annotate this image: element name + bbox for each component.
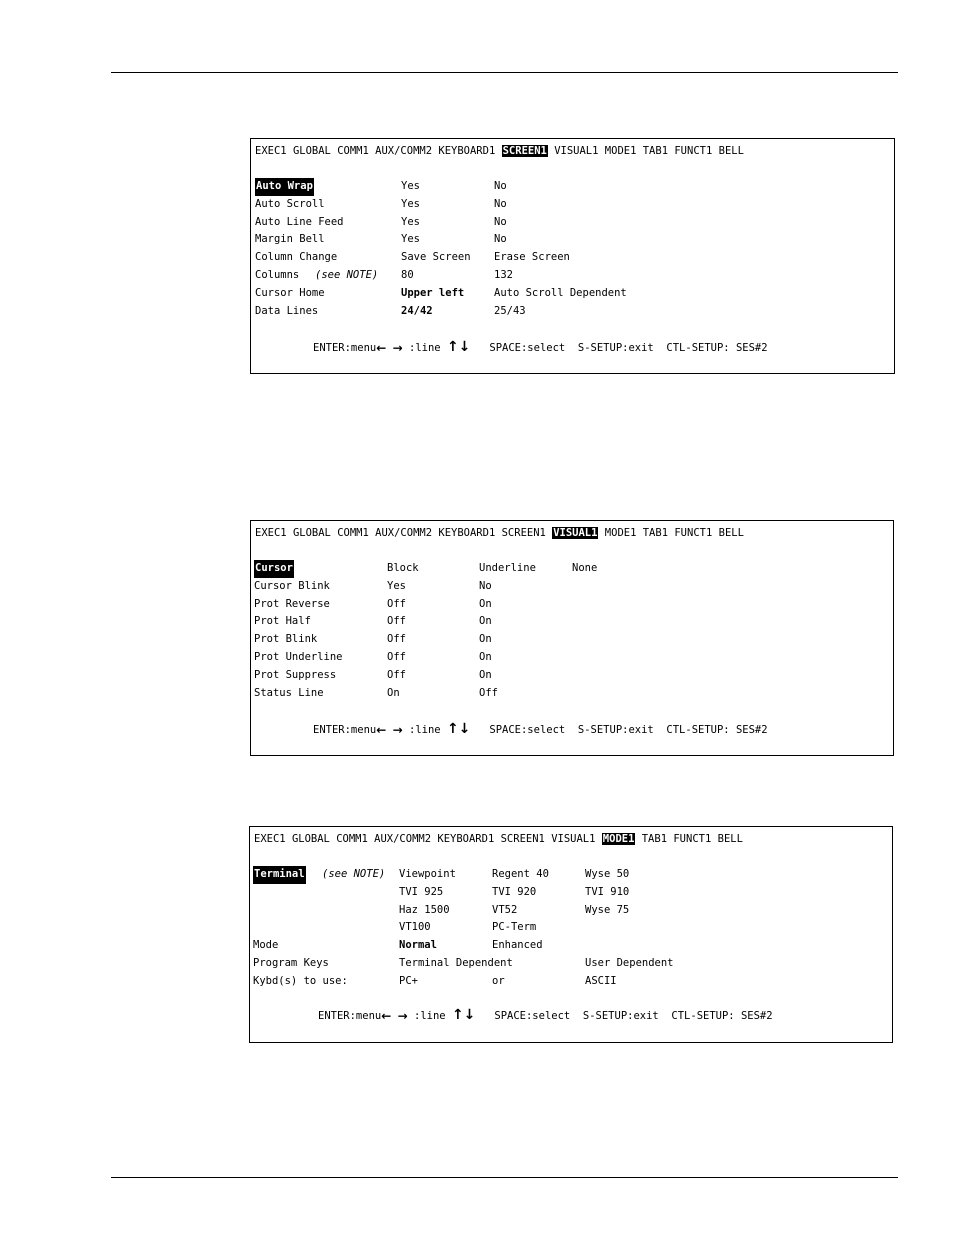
setting-option[interactable]: None	[572, 562, 598, 574]
setting-option[interactable]: Wyse 50	[585, 868, 630, 880]
tab-aux-comm2[interactable]: AUX/COMM2	[374, 833, 432, 845]
setting-option[interactable]: or	[492, 974, 505, 987]
setting-option[interactable]: Yes	[401, 197, 420, 210]
tab-global[interactable]: GLOBAL	[292, 527, 331, 539]
tab-mode1[interactable]: MODE1	[604, 145, 637, 157]
see-note-text: (see NOTE)	[322, 868, 386, 880]
tab-funct1[interactable]: FUNCT1	[674, 145, 713, 157]
setup-tab-bar	[254, 831, 743, 849]
visual1-setup-panel	[250, 520, 894, 756]
tab-keyboard1[interactable]: KEYBOARD1	[438, 527, 496, 539]
tab-visual1[interactable]: VISUAL1	[553, 527, 598, 539]
setting-label: Auto Line Feed	[255, 215, 344, 228]
setting-label: Prot Suppress	[254, 668, 337, 681]
tab-screen1[interactable]: SCREEN1	[500, 833, 545, 845]
setting-row	[251, 613, 893, 631]
tab-bell[interactable]: BELL	[718, 527, 744, 539]
arrow-left-icon: ←	[376, 341, 387, 355]
setting-option[interactable]: Auto Scroll Dependent	[494, 286, 627, 299]
setting-row	[251, 178, 894, 196]
setting-label: Columns	[255, 269, 300, 281]
see-note-text: (see NOTE)	[315, 269, 379, 281]
setting-label: Cursor Home	[255, 286, 325, 299]
setting-row	[251, 596, 893, 614]
tab-screen1[interactable]: SCREEN1	[501, 527, 546, 539]
setting-row	[251, 649, 893, 667]
setup-tab-bar	[255, 143, 744, 161]
setting-option[interactable]: PC-Term	[492, 921, 537, 934]
setting-option[interactable]: User Dependent	[585, 957, 674, 969]
setting-option[interactable]: 80	[401, 269, 414, 281]
setting-option[interactable]: No	[494, 233, 507, 246]
setting-option[interactable]: Off	[387, 651, 406, 663]
arrow-up-icon: ↑	[446, 721, 459, 737]
setting-row	[251, 249, 894, 267]
setting-option[interactable]: 24/42	[401, 304, 433, 317]
s-setup-exit-hint: S-SETUP:exit	[582, 1010, 659, 1022]
tab-keyboard1[interactable]: KEYBOARD1	[437, 833, 495, 845]
setting-option[interactable]: TVI 910	[585, 885, 630, 898]
setting-option[interactable]: On	[479, 597, 492, 610]
setting-option[interactable]: Underline	[479, 562, 536, 574]
tab-mode1[interactable]: MODE1	[602, 833, 635, 845]
setting-option[interactable]: No	[494, 197, 507, 210]
setup-footer	[318, 1007, 773, 1026]
setting-option[interactable]: Terminal Dependent	[399, 957, 513, 969]
setting-row	[251, 667, 893, 685]
setting-label: Margin Bell	[255, 233, 325, 246]
setup-tab-bar	[255, 525, 744, 543]
setting-option[interactable]: Block	[387, 562, 419, 574]
s-setup-exit-hint: S-SETUP:exit	[577, 342, 654, 354]
tab-visual1[interactable]: VISUAL1	[554, 145, 599, 157]
header-rule	[111, 72, 898, 73]
setting-option[interactable]: No	[479, 579, 492, 592]
mode1-setup-panel	[249, 826, 893, 1043]
tab-exec1[interactable]: EXEC1	[254, 833, 286, 845]
tab-exec1[interactable]: EXEC1	[255, 145, 287, 157]
arrow-left-icon: ←	[376, 723, 387, 737]
setting-option[interactable]: 132	[494, 269, 513, 281]
tab-aux-comm2[interactable]: AUX/COMM2	[375, 527, 433, 539]
enter-menu-hint: ENTER:menu	[313, 342, 377, 354]
setting-row	[251, 685, 893, 703]
setting-label: Prot Underline	[254, 651, 343, 663]
enter-menu-hint: ENTER:menu	[313, 724, 377, 736]
setting-label[interactable]: Auto Wrap	[255, 178, 314, 196]
setting-option[interactable]: Off	[387, 615, 406, 628]
setting-option[interactable]: Off	[387, 633, 406, 646]
setting-option[interactable]: Off	[387, 597, 406, 610]
setting-option[interactable]: TVI 925	[399, 885, 444, 898]
tab-visual1[interactable]: VISUAL1	[551, 833, 596, 845]
setting-option[interactable]: Haz 1500	[399, 903, 450, 916]
setting-label: Cursor Blink	[254, 579, 330, 592]
space-select-hint: SPACE:select	[489, 724, 566, 736]
setting-label: Kybd(s) to use:	[253, 974, 348, 987]
line-hint: :line	[409, 724, 441, 736]
tab-aux-comm2[interactable]: AUX/COMM2	[375, 145, 433, 157]
tab-keyboard1[interactable]: KEYBOARD1	[438, 145, 496, 157]
ctl-setup-hint: CTL-SETUP: SES#2	[666, 724, 768, 736]
space-select-hint: SPACE:select	[494, 1010, 571, 1022]
setting-row	[250, 866, 892, 884]
setting-row	[251, 578, 893, 596]
setting-option[interactable]: PC+	[399, 974, 418, 987]
setting-option[interactable]: Normal	[399, 939, 437, 952]
arrow-down-icon: ↓	[463, 1007, 476, 1023]
setting-row	[251, 285, 894, 303]
setting-label: Data Lines	[255, 304, 319, 317]
line-hint: :line	[414, 1010, 446, 1022]
setting-option[interactable]: Upper left	[401, 286, 465, 299]
arrow-down-icon: ↓	[458, 721, 471, 737]
setting-row	[251, 196, 894, 214]
line-hint: :line	[409, 342, 441, 354]
setting-row	[250, 902, 892, 920]
tab-exec1[interactable]: EXEC1	[255, 527, 287, 539]
setting-option[interactable]: TVI 920	[492, 885, 537, 898]
tab-screen1[interactable]: SCREEN1	[502, 145, 547, 157]
tab-funct1[interactable]: FUNCT1	[673, 833, 712, 845]
setting-option[interactable]: No	[494, 215, 507, 228]
setting-label[interactable]: Terminal	[253, 866, 306, 884]
tab-bell[interactable]: BELL	[718, 145, 744, 157]
tab-mode1[interactable]: MODE1	[604, 527, 637, 539]
setting-row	[251, 214, 894, 232]
setting-row	[251, 303, 894, 321]
setting-option[interactable]: Off	[387, 668, 406, 681]
arrow-up-icon: ↑	[451, 1007, 464, 1023]
footer-rule	[111, 1177, 898, 1178]
setting-option[interactable]: On	[479, 615, 492, 628]
tab-tab1[interactable]: TAB1	[641, 833, 668, 845]
setting-label: Prot Blink	[254, 633, 318, 646]
setting-option[interactable]: Erase Screen	[494, 251, 570, 264]
tab-comm1[interactable]: COMM1	[336, 833, 368, 845]
setting-option[interactable]: Yes	[401, 180, 420, 192]
setting-label: Prot Half	[254, 615, 311, 628]
setting-row	[250, 919, 892, 937]
ctl-setup-hint: CTL-SETUP: SES#2	[671, 1010, 773, 1022]
setting-option[interactable]: ASCII	[585, 974, 617, 987]
tab-comm1[interactable]: COMM1	[337, 527, 369, 539]
tab-global[interactable]: GLOBAL	[292, 145, 331, 157]
setting-row	[250, 937, 892, 955]
s-setup-exit-hint: S-SETUP:exit	[577, 724, 654, 736]
screen1-setup-panel	[250, 138, 895, 374]
setup-footer	[313, 339, 768, 358]
setting-option[interactable]: No	[494, 180, 507, 192]
setting-option[interactable]: Yes	[401, 233, 420, 246]
setting-label[interactable]: Cursor	[254, 560, 294, 578]
setting-option[interactable]: Regent 40	[492, 868, 549, 880]
setting-option[interactable]: VT52	[492, 903, 518, 916]
setting-row	[250, 884, 892, 902]
tab-tab1[interactable]: TAB1	[642, 527, 669, 539]
tab-comm1[interactable]: COMM1	[337, 145, 369, 157]
setting-option[interactable]: Off	[479, 686, 498, 699]
setting-option[interactable]: 25/43	[494, 304, 526, 317]
tab-tab1[interactable]: TAB1	[642, 145, 669, 157]
setting-option[interactable]: Yes	[387, 579, 406, 592]
setup-footer	[313, 721, 768, 740]
setting-option[interactable]: Viewpoint	[399, 868, 456, 880]
tab-funct1[interactable]: FUNCT1	[674, 527, 713, 539]
arrow-right-icon: →	[392, 341, 403, 355]
arrow-left-icon: ←	[381, 1009, 392, 1023]
setting-option[interactable]: On	[479, 651, 492, 663]
setting-row	[251, 231, 894, 249]
setting-label: Column Change	[255, 251, 338, 264]
enter-menu-hint: ENTER:menu	[318, 1010, 382, 1022]
setting-option[interactable]: On	[479, 633, 492, 646]
arrow-right-icon: →	[397, 1009, 408, 1023]
tab-global[interactable]: GLOBAL	[291, 833, 330, 845]
setting-label: Prot Reverse	[254, 597, 330, 610]
setting-label: Status Line	[254, 686, 324, 699]
arrow-down-icon: ↓	[458, 339, 471, 355]
setting-row	[251, 631, 893, 649]
setting-row	[250, 973, 892, 991]
arrow-up-icon: ↑	[446, 339, 459, 355]
setting-option[interactable]: Yes	[401, 215, 420, 228]
setting-option[interactable]: Wyse 75	[585, 903, 630, 916]
setting-option[interactable]: VT100	[399, 921, 431, 934]
setting-label: Mode	[253, 939, 279, 952]
setting-option[interactable]: Save Screen	[401, 251, 471, 264]
setting-row	[251, 267, 894, 285]
arrow-right-icon: →	[392, 723, 403, 737]
tab-bell[interactable]: BELL	[717, 833, 743, 845]
setting-row	[251, 560, 893, 578]
setting-label: Auto Scroll	[255, 197, 325, 210]
setting-option[interactable]: On	[479, 668, 492, 681]
ctl-setup-hint: CTL-SETUP: SES#2	[666, 342, 768, 354]
setting-option[interactable]: On	[387, 686, 400, 699]
space-select-hint: SPACE:select	[489, 342, 566, 354]
setting-option[interactable]: Enhanced	[492, 939, 543, 952]
setting-row	[250, 955, 892, 973]
setting-label: Program Keys	[253, 957, 329, 969]
